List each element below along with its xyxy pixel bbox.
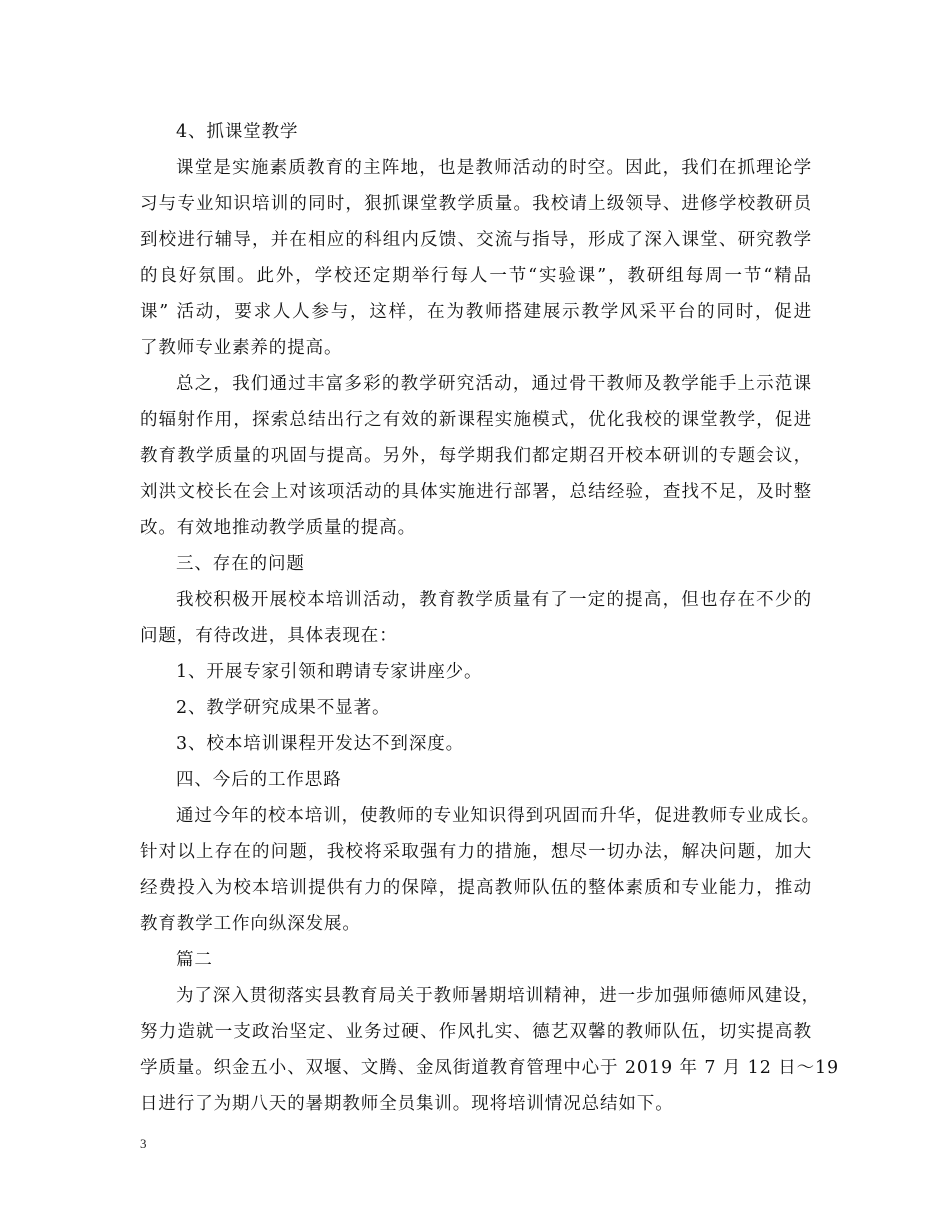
paragraph-line: 为了深入贯彻落实县教育局关于教师暑期培训精神，进一步加强师德师风建设，	[176, 986, 820, 1006]
paragraph-line: 课” 活动，要求人人参与，这样，在为教师搭建展示教学风采平台的同时，促进	[140, 302, 812, 322]
paragraph-line: 课堂是实施素质教育的主阵地，也是教师活动的时空。因此，我们在抓理论学	[176, 158, 812, 178]
section-heading: 三、存在的问题	[176, 554, 305, 574]
section-heading: 4、抓课堂教学	[176, 122, 299, 142]
paragraph-line: 总之，我们通过丰富多彩的教学研究活动，通过骨干教师及教学能手上示范课	[176, 374, 812, 394]
paragraph-line: 的辐射作用，探索总结出行之有效的新课程实施模式，优化我校的课堂教学，促进	[140, 410, 812, 430]
list-item: 1、开展专家引领和聘请专家讲座少。	[176, 662, 483, 682]
section-heading: 四、今后的工作思路	[176, 770, 342, 790]
paragraph-line: 习与专业知识培训的同时，狠抓课堂教学质量。我校请上级领导、进修学校教研员	[140, 194, 812, 214]
page-number: 3	[140, 1136, 147, 1151]
paragraph-line: 通过今年的校本培训，使教师的专业知识得到巩固而升华，促进教师专业成长。	[176, 806, 820, 826]
paragraph-line: 教育教学质量的巩固与提高。另外，每学期我们都定期召开校本研训的专题会议，	[140, 446, 812, 466]
paragraph-line: 改。有效地推动教学质量的提高。	[140, 518, 416, 538]
paragraph-line: 了教师专业素养的提高。	[140, 338, 343, 358]
list-item: 2、教学研究成果不显著。	[176, 698, 391, 718]
list-item: 3、校本培训课程开发达不到深度。	[176, 734, 465, 754]
paragraph-line: 教育教学工作向纵深发展。	[140, 914, 361, 934]
paragraph-line: 学质量。织金五小、双堰、文腾、金凤街道教育管理中心于 2019 年 7 月 12 日～19	[140, 1058, 840, 1078]
section-heading: 篇二	[176, 950, 213, 970]
paragraph-line: 到校进行辅导，并在相应的科组内反馈、交流与指导，形成了深入课堂、研究教学	[140, 230, 812, 250]
paragraph-line: 问题，有待改进，具体表现在：	[140, 626, 398, 646]
document-body	[140, 114, 840, 1122]
paragraph-line: 经费投入为校本培训提供有力的保障，提高教师队伍的整体素质和专业能力，推动	[140, 878, 812, 898]
paragraph-line: 我校积极开展校本培训活动，教育教学质量有了一定的提高，但也存在不少的	[176, 590, 812, 610]
paragraph-line: 努力造就一支政治坚定、业务过硬、作风扎实、德艺双馨的教师队伍，切实提高教	[140, 1022, 812, 1042]
paragraph-line: 刘洪文校长在会上对该项活动的具体实施进行部署，总结经验，查找不足，及时整	[140, 482, 812, 502]
paragraph-line: 日进行了为期八天的暑期教师全员集训。现将培训情况总结如下。	[140, 1094, 674, 1114]
paragraph-line: 的良好氛围。此外，学校还定期举行每人一节“实验课”，教研组每周一节“精品	[140, 266, 812, 286]
paragraph-line: 针对以上存在的问题，我校将采取强有力的措施，想尽一切办法，解决问题，加大	[140, 842, 812, 862]
